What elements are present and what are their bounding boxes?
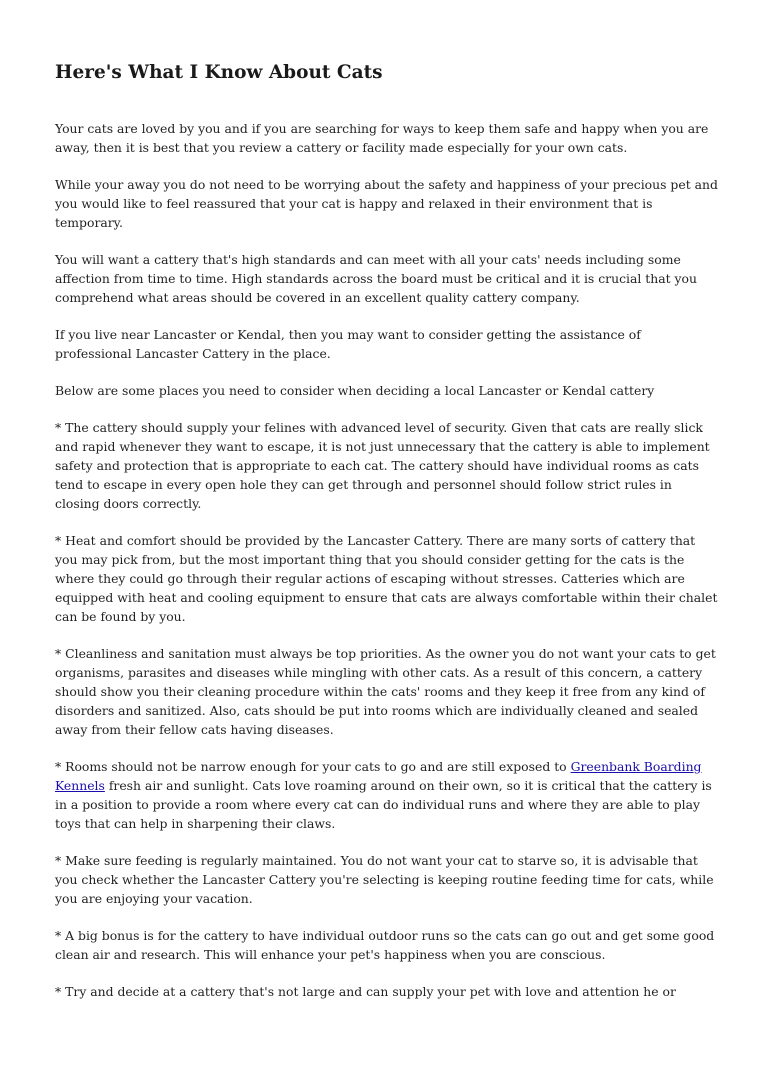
list-item-heat-comfort: * Heat and comfort should be provided by the Lancaster Cattery. There are many sorts of cattery that you may pick from, but the most important thing that you should consider getting for the cats is the where they could go through their regular actions of escaping without stresses. Catteries which are equipped with heat and cooling equipment to ensure that cats are always comfortable within their chalet can be found by you.: [55, 533, 718, 624]
paragraph-intro: Your cats are loved by you and if you are searching for ways to keep them safe and happy when you are away, then it is best that you review a cattery or facility made especially for your own cats.: [55, 121, 709, 155]
paragraph-reassurance: While your away you do not need to be worrying about the safety and happiness of your precious pet and you would like to feel reassured that your cat is happy and relaxed in their environment that is temporary.: [55, 177, 718, 230]
list-item-cleanliness: * Cleanliness and sanitation must always be top priorities. As the owner you do not want your cats to get organisms, parasites and diseases while mingling with other cats. As a result of this concern, a cattery should show you their cleaning procedure within the cats' rooms and they keep it free from any kind of disorders and sanitized. Also, cats should be put into rooms which are individually cleaned and sealed away from their fellow cats having diseases.: [55, 646, 716, 737]
list-item-security: * The cattery should supply your felines with advanced level of security. Given that cats are really slick and rapid whenever they want to escape, it is not just unnecessary that the cattery is able to implement safety and protection that is appropriate to each cat. The cattery should have individual rooms as cats tend to escape in every open hole they can get through and personnel should follow strict rules in closing doors correctly.: [55, 420, 710, 511]
list-item-outdoor-runs: * A big bonus is for the cattery to have individual outdoor runs so the cats can go out and get some good clean air and research. This will enhance your pet's happiness when you are conscious.: [55, 928, 715, 962]
rooms-text-before-link: * Rooms should not be narrow enough for your cats to go and are still exposed to: [55, 759, 571, 774]
rooms-text-after-link: fresh air and sunlight. Cats love roaming around on their own, so it is critical that the cattery is in a position to provide a room where every cat can do individual runs and where they are able to play toys that can help in sharpening their claws.: [55, 778, 712, 831]
list-item-rooms: [55, 757, 718, 833]
list-item-small-cattery: * Try and decide at a cattery that's not large and can supply your pet with love and attention he or: [55, 984, 676, 999]
document-title: Here's What I Know About Cats: [55, 62, 383, 83]
paragraph-high-standards: You will want a cattery that's high standards and can meet with all your cats' needs including some affection from time to time. High standards across the board must be critical and it is crucial that you comprehend what areas should be covered in an excellent quality cattery company.: [55, 252, 697, 305]
paragraph-considerations-intro: Below are some places you need to consider when deciding a local Lancaster or Kendal cattery: [55, 383, 655, 398]
greenbank-boarding-kennels-link[interactable]: Greenbank Boarding Kennels: [55, 759, 702, 793]
list-item-feeding: * Make sure feeding is regularly maintained. You do not want your cat to starve so, it is advisable that you check whether the Lancaster Cattery you're selecting is keeping routine feeding time for cats, while you are enjoying your vacation.: [55, 853, 714, 906]
paragraph-lancaster-kendal: If you live near Lancaster or Kendal, then you may want to consider getting the assistance of professional Lancaster Cattery in the place.: [55, 327, 641, 361]
